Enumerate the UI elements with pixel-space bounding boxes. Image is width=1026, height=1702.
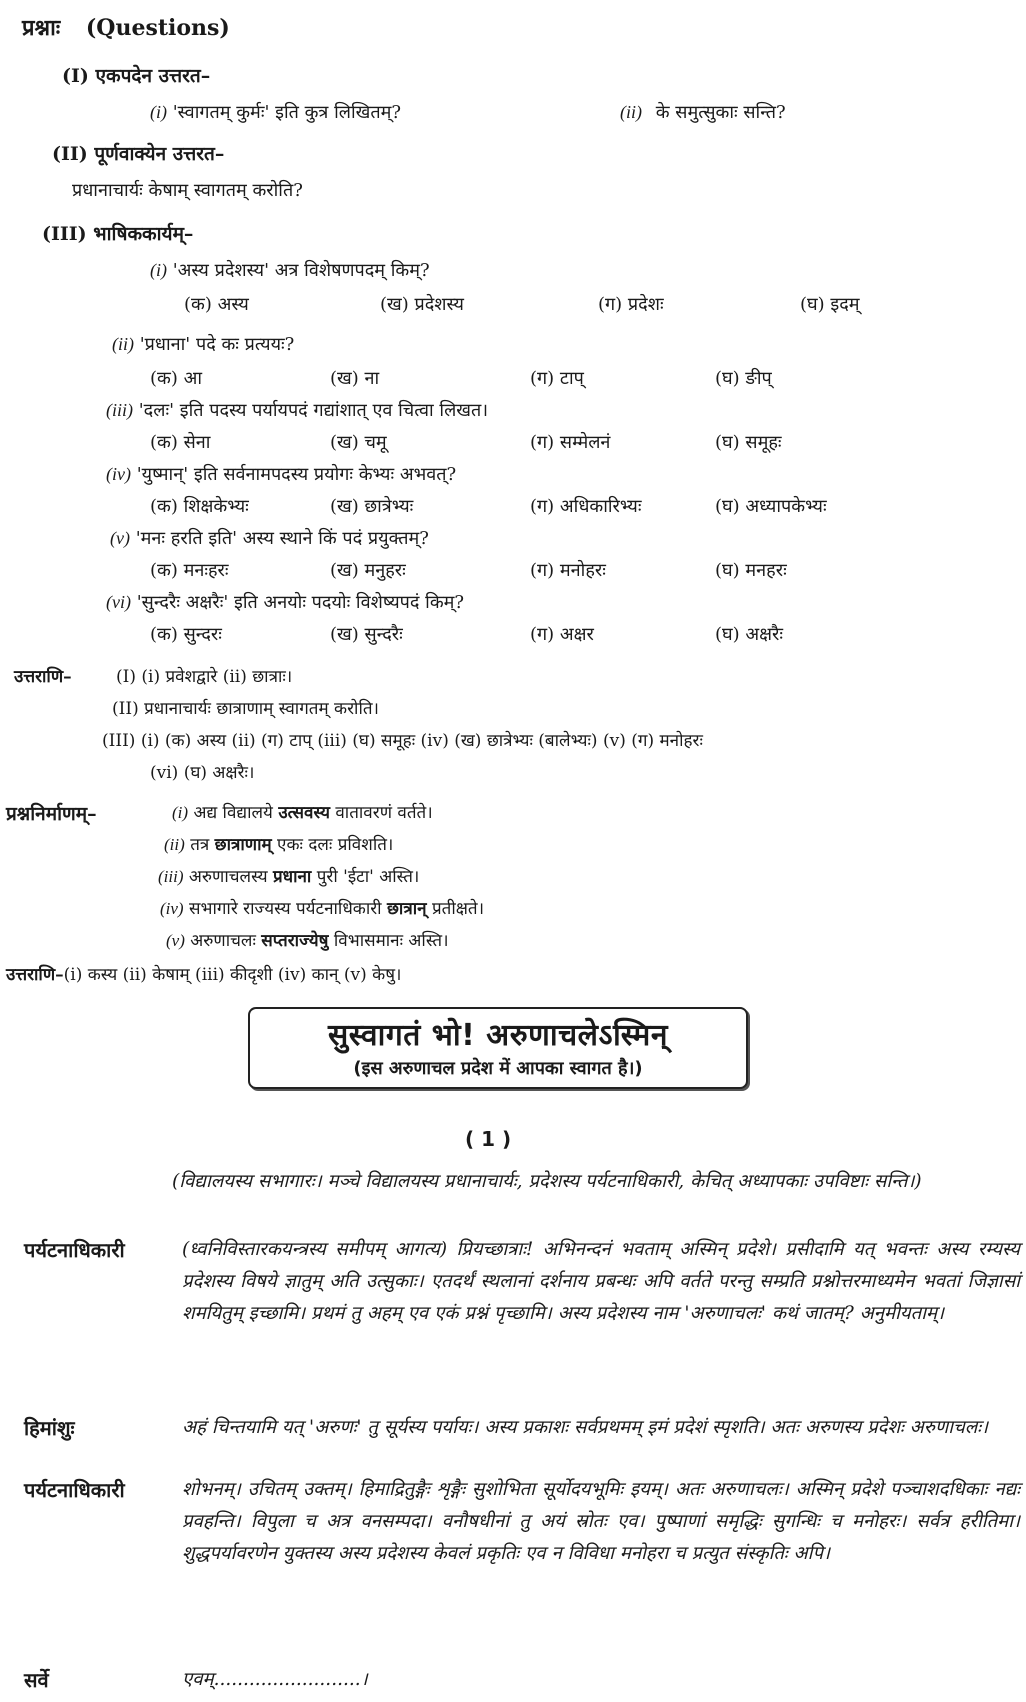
- speaker-all: सर्वे: [24, 1668, 49, 1692]
- dialogue-himanshu: अहं चिन्तयामि यत् 'अरुणः' तु सूर्यस्य पर्यायः। अस्य प्रकाशः सर्वप्रथमम् इमं प्रदेशं स्पृशति। अतः अरुणस्य प्रदेशः अरुणाचलः।: [182, 1417, 989, 1438]
- answers-label: उत्तराणि–: [14, 667, 72, 687]
- section-2-label: (II) पूर्णवाक्येन उत्तरत–: [52, 143, 225, 165]
- lesson-subtitle: (इस अरुणाचल प्रदेश में आपका स्वागत है।): [353, 1058, 643, 1079]
- option-kha: (ख) चमू: [330, 432, 387, 453]
- section-3-question-3: [106, 398, 488, 422]
- speaker-tourism-officer: पर्यटनाधिकारी: [24, 1238, 125, 1262]
- option-kha: (ख) सुन्दरैः: [330, 624, 403, 645]
- qf-item-1: [172, 800, 433, 823]
- section-3-question-6: [106, 590, 464, 614]
- option-ka: (क) आ: [150, 368, 202, 389]
- item-text: अरुणाचलः: [190, 931, 262, 951]
- question-number: (iv): [106, 464, 131, 484]
- option-kha: (ख) मनुहरः: [330, 560, 406, 581]
- option-ka: (क) शिक्षकेभ्यः: [150, 496, 249, 517]
- option-ka: (क) सुन्दरः: [150, 624, 222, 645]
- question-text: 'स्वागतम् कुर्मः' इति कुत्र लिखितम्?: [172, 102, 402, 123]
- option-gha: (घ) इदम्: [800, 294, 860, 315]
- qf-answers: [6, 962, 402, 985]
- item-number: (ii): [164, 835, 185, 854]
- qf-item-5: [166, 928, 449, 951]
- option-ga: (ग) प्रदेशः: [598, 294, 664, 315]
- option-gha: (घ) अध्यापकेभ्यः: [715, 496, 827, 517]
- section-1-question-2: [620, 100, 786, 124]
- question-text: 'अस्य प्रदेशस्य' अत्र विशेषणपदम् किम्?: [172, 260, 430, 281]
- option-ka: (क) सेना: [150, 432, 211, 453]
- question-number: (i): [150, 260, 167, 280]
- answers-label: उत्तराणि–: [6, 965, 64, 985]
- answer-line-4: (vi) (घ) अक्षरैः।: [150, 763, 255, 783]
- question-number: (ii): [620, 102, 642, 122]
- item-text-rest: पुरी 'ईटा' अस्ति।: [311, 867, 420, 887]
- option-gha: (घ) अक्षरैः: [715, 624, 784, 645]
- question-number: (i): [150, 102, 167, 122]
- item-number: (i): [172, 803, 189, 822]
- qf-item-2: [164, 832, 393, 855]
- item-text: सभागारे राज्यस्य पर्यटनाधिकारी: [189, 899, 387, 919]
- option-ga: (ग) मनोहरः: [530, 560, 606, 581]
- questions-heading: [22, 12, 230, 42]
- dialogue-tourism-officer-1: (ध्वनिविस्तारकयन्त्रस्य समीपम् आगत्य) प्रियच्छात्राः! अभिनन्दनं भवताम् अस्मिन् प्रदेशे। प्रसीदामि यत् भवन्तः अस्य रम्यस्य प्रदेशस्य विषये ज्ञातुम् अति उत्सुकाः। एतदर्थं स्थलानां दर्शनाय प्रबन्धः अपि वर्तते परन्तु सम्प्रति प्रश्नोत्तरमाध्यमेन भवतां जिज्ञासां शमयितुम् इच्छामि। प्रथमं तु अहम् एव एकं प्रश्नं पृच्छामि। अस्य प्रदेशस्य नाम 'अरुणाचलः' कथं जातम्? अनुमीयताम्।: [182, 1239, 1020, 1324]
- item-number: (iii): [158, 867, 184, 886]
- option-ga: (ग) अधिकारिभ्यः: [530, 496, 642, 517]
- item-text: तत्र: [190, 835, 215, 855]
- question-text: 'प्रधाना' पदे कः प्रत्ययः?: [139, 334, 295, 355]
- answer-line-2: (II) प्रधानाचार्यः छात्राणाम् स्वागतम् करोति।: [112, 699, 379, 719]
- item-highlight: छात्रान्: [387, 899, 427, 919]
- item-text-rest: एकः दलः प्रविशति।: [271, 835, 394, 855]
- qf-item-4: [160, 896, 484, 919]
- answers-text: (i) कस्य (ii) केषाम् (iii) कीदृशी (iv) कान् (v) केषु।: [63, 965, 402, 985]
- speaker-himanshu: हिमांशुः: [24, 1416, 75, 1440]
- item-text-rest: वातावरणं वर्तते।: [329, 803, 433, 823]
- option-kha: (ख) छात्रेभ्यः: [330, 496, 414, 517]
- section-3-question-5: [110, 526, 429, 550]
- item-highlight: प्रधाना: [272, 867, 312, 887]
- section-1-question-1: [150, 100, 401, 124]
- answer-line-3: (III) (i) (क) अस्य (ii) (ग) टाप् (iii) (घ) समूहः (iv) (ख) छात्रेभ्यः (बालेभ्यः) (v) (ग) मनोहरः: [102, 731, 703, 751]
- option-gha: (घ) समूहः: [715, 432, 782, 453]
- question-number: (v): [110, 528, 130, 548]
- lesson-title-box: [248, 1007, 748, 1089]
- heading-hindi: प्रश्नाः: [22, 15, 61, 41]
- dialogue-tourism-officer-2: शोभनम्। उचितम् उक्तम्। हिमाद्रितुङ्गैः शृङ्गैः सुशोभिता सूर्योदयभूमिः इयम्। अतः अरुणाचलः। अस्मिन् प्रदेशे पञ्चाशदधिकाः नद्यः प्रवहन्ति। विपुला च अत्र वनसम्पदा। वनौषधीनां तु अयं स्रोतः एव। पुष्पाणां समृद्धिः सुगन्धिः च मनोहरः। सर्वत्र हरीतिमा। शुद्धपर्यावरणेन युक्तस्य अस्य प्रदेशस्य केवलं प्रकृतिः एव न विविधा मनोहरा च प्रत्युत संस्कृतिः अपि।: [182, 1479, 1020, 1564]
- section-3-question-1: [150, 258, 430, 282]
- speaker-tourism-officer-2: पर्यटनाधिकारी: [24, 1478, 125, 1502]
- option-ga: (ग) टाप्: [530, 368, 584, 389]
- section-3-label: (III) भाषिककार्यम्–: [42, 223, 194, 245]
- question-text: के समुत्सुकाः सन्ति?: [655, 102, 786, 123]
- qf-item-3: [158, 864, 419, 887]
- section-3-question-4: [106, 462, 456, 486]
- question-formation-label: प्रश्ननिर्माणम्–: [6, 803, 97, 825]
- option-kha: (ख) प्रदेशस्य: [380, 294, 464, 315]
- item-number: (v): [166, 931, 185, 950]
- option-ga: (ग) अक्षर: [530, 624, 594, 645]
- option-gha: (घ) ङीप्: [715, 368, 772, 389]
- stage-direction: (विद्यालयस्य सभागारः। मञ्चे विद्यालयस्य प्रधानाचार्यः, प्रदेशस्य पर्यटनाधिकारी, केचित् अध्यापकाः उपविष्टाः सन्ति।): [172, 1171, 922, 1192]
- question-text: 'दलः' इति पदस्य पर्यायपदं गद्यांशात् एव चित्वा लिखत।: [138, 400, 489, 421]
- item-text-rest: प्रतीक्षते।: [426, 899, 485, 919]
- question-number: (vi): [106, 592, 131, 612]
- item-highlight: छात्राणाम्: [214, 835, 272, 855]
- option-ka: (क) अस्य: [184, 294, 249, 315]
- question-number: (ii): [112, 334, 134, 354]
- item-text: अरुणाचलस्य: [188, 867, 273, 887]
- scene-number: ( 1 ): [465, 1127, 512, 1151]
- option-ga: (ग) सम्मेलनं: [530, 432, 611, 453]
- question-text: 'सुन्दरैः अक्षरैः' इति अनयोः पदयोः विशेष्यपदं किम्?: [136, 592, 465, 613]
- section-1-label: (I) एकपदेन उत्तरत–: [62, 65, 211, 87]
- section-3-question-2: [112, 332, 294, 356]
- lesson-title: सुस्वागतं भो! अरुणाचलेऽस्मिन्: [327, 1018, 669, 1053]
- question-text: 'युष्मान्' इति सर्वनामपदस्य प्रयोगः केभ्यः अभवत्?: [136, 464, 457, 485]
- item-highlight: उत्सवस्य: [278, 803, 330, 823]
- item-text: अद्य विद्यालये: [193, 803, 279, 823]
- item-highlight: सप्तराज्येषु: [261, 931, 329, 951]
- question-text: 'मनः हरति इति' अस्य स्थाने किं पदं प्रयुक्तम्?: [135, 528, 429, 549]
- option-kha: (ख) ना: [330, 368, 380, 389]
- heading-english: (Questions): [85, 15, 230, 41]
- dialogue-all: एवम्.........................।: [182, 1669, 368, 1690]
- option-ka: (क) मनःहरः: [150, 560, 229, 581]
- answer-line-1: (I) (i) प्रवेशद्वारे (ii) छात्राः।: [116, 667, 293, 687]
- option-gha: (घ) मनहरः: [715, 560, 787, 581]
- item-text-rest: विभासमानः अस्ति।: [328, 931, 449, 951]
- item-number: (iv): [160, 899, 184, 918]
- question-number: (iii): [106, 400, 133, 420]
- section-2-question: प्रधानाचार्यः केषाम् स्वागतम् करोति?: [72, 180, 303, 201]
